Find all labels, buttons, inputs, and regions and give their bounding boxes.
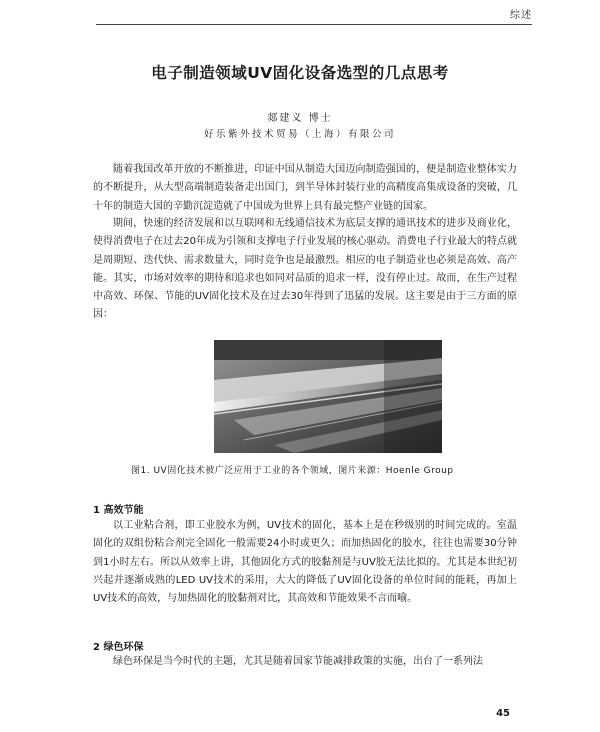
section-heading-1: 1 高效节能 — [93, 505, 144, 516]
figure-caption: 图1. UV固化技术被广泛应用于工业的各个领域，图片来源：Hoenle Group — [131, 466, 454, 476]
article-title: 电子制造领域UV固化设备选型的几点思考 — [151, 64, 449, 82]
section-2-body: 绿色环保是当今时代的主题，尤其是随着国家节能减排政策的实施，出台了一系列法 — [113, 656, 483, 667]
intro-paragraph-2: 期间，快速的经济发展和以互联网和无线通信技术为底层支撑的通讯技术的进步及商业化，使得消费电子在过去20年成为引领和支撑电子行业发展的核心驱动。消费电子行业最大的特点就是周期短、迭代快、需求数量大，同时竞争也是最激烈。相应的电子制造业也必须是高效、高产能。其实，市场对效率的期待和追求也如同对品质的追求一样，没有停止过。故而，在生产过程中高效、环保、节能的UV固化技术及在过去30年得到了迅猛的发展。这主要是由于三方面的原因： — [93, 218, 517, 321]
section-heading-2: 2 绿色环保 — [93, 642, 144, 653]
page-number: 45 — [496, 708, 510, 719]
header-rule — [96, 24, 532, 25]
uv-curing-equipment-photo — [214, 340, 442, 453]
section-1-body: 以工业粘合剂，即工业胶水为例，UV技术的固化，基本上是在秒级别的时间完成的。室温固化的双组份粘合剂完全固化一般需要24小时或更久；而加热固化的胶水，往往也需要30分钟到1小时左右。所以从效率上讲，其他固化方式的胶黏剂是与UV胶无法比拟的。尤其是本世纪初兴起并逐渐成熟的LED UV技术的采用，大大的降低了UV固化设备的单位时间的能耗，再加上UV技术的高效，与加热固化的胶黏剂对比，其高效和节能效果不言而喻。 — [93, 520, 517, 605]
affiliation-line: 好乐紫外技术贸易（上海）有限公司 — [203, 129, 396, 140]
intro-paragraph-1: 随着我国改革开放的不断推进，印证中国从制造大国迈向制造强国的，便是制造业整体实力的不断提升，从大型高端制造装备走出国门，到半导体封装行业的高精度高集成设备的突破，几十年的制造大国的辛勤沉淀造就了中国成为世界上具有最完整产业链的国家。 — [93, 164, 517, 212]
author-line: 郯建义 博士 — [267, 113, 333, 124]
section-tag: 综述 — [510, 10, 532, 21]
